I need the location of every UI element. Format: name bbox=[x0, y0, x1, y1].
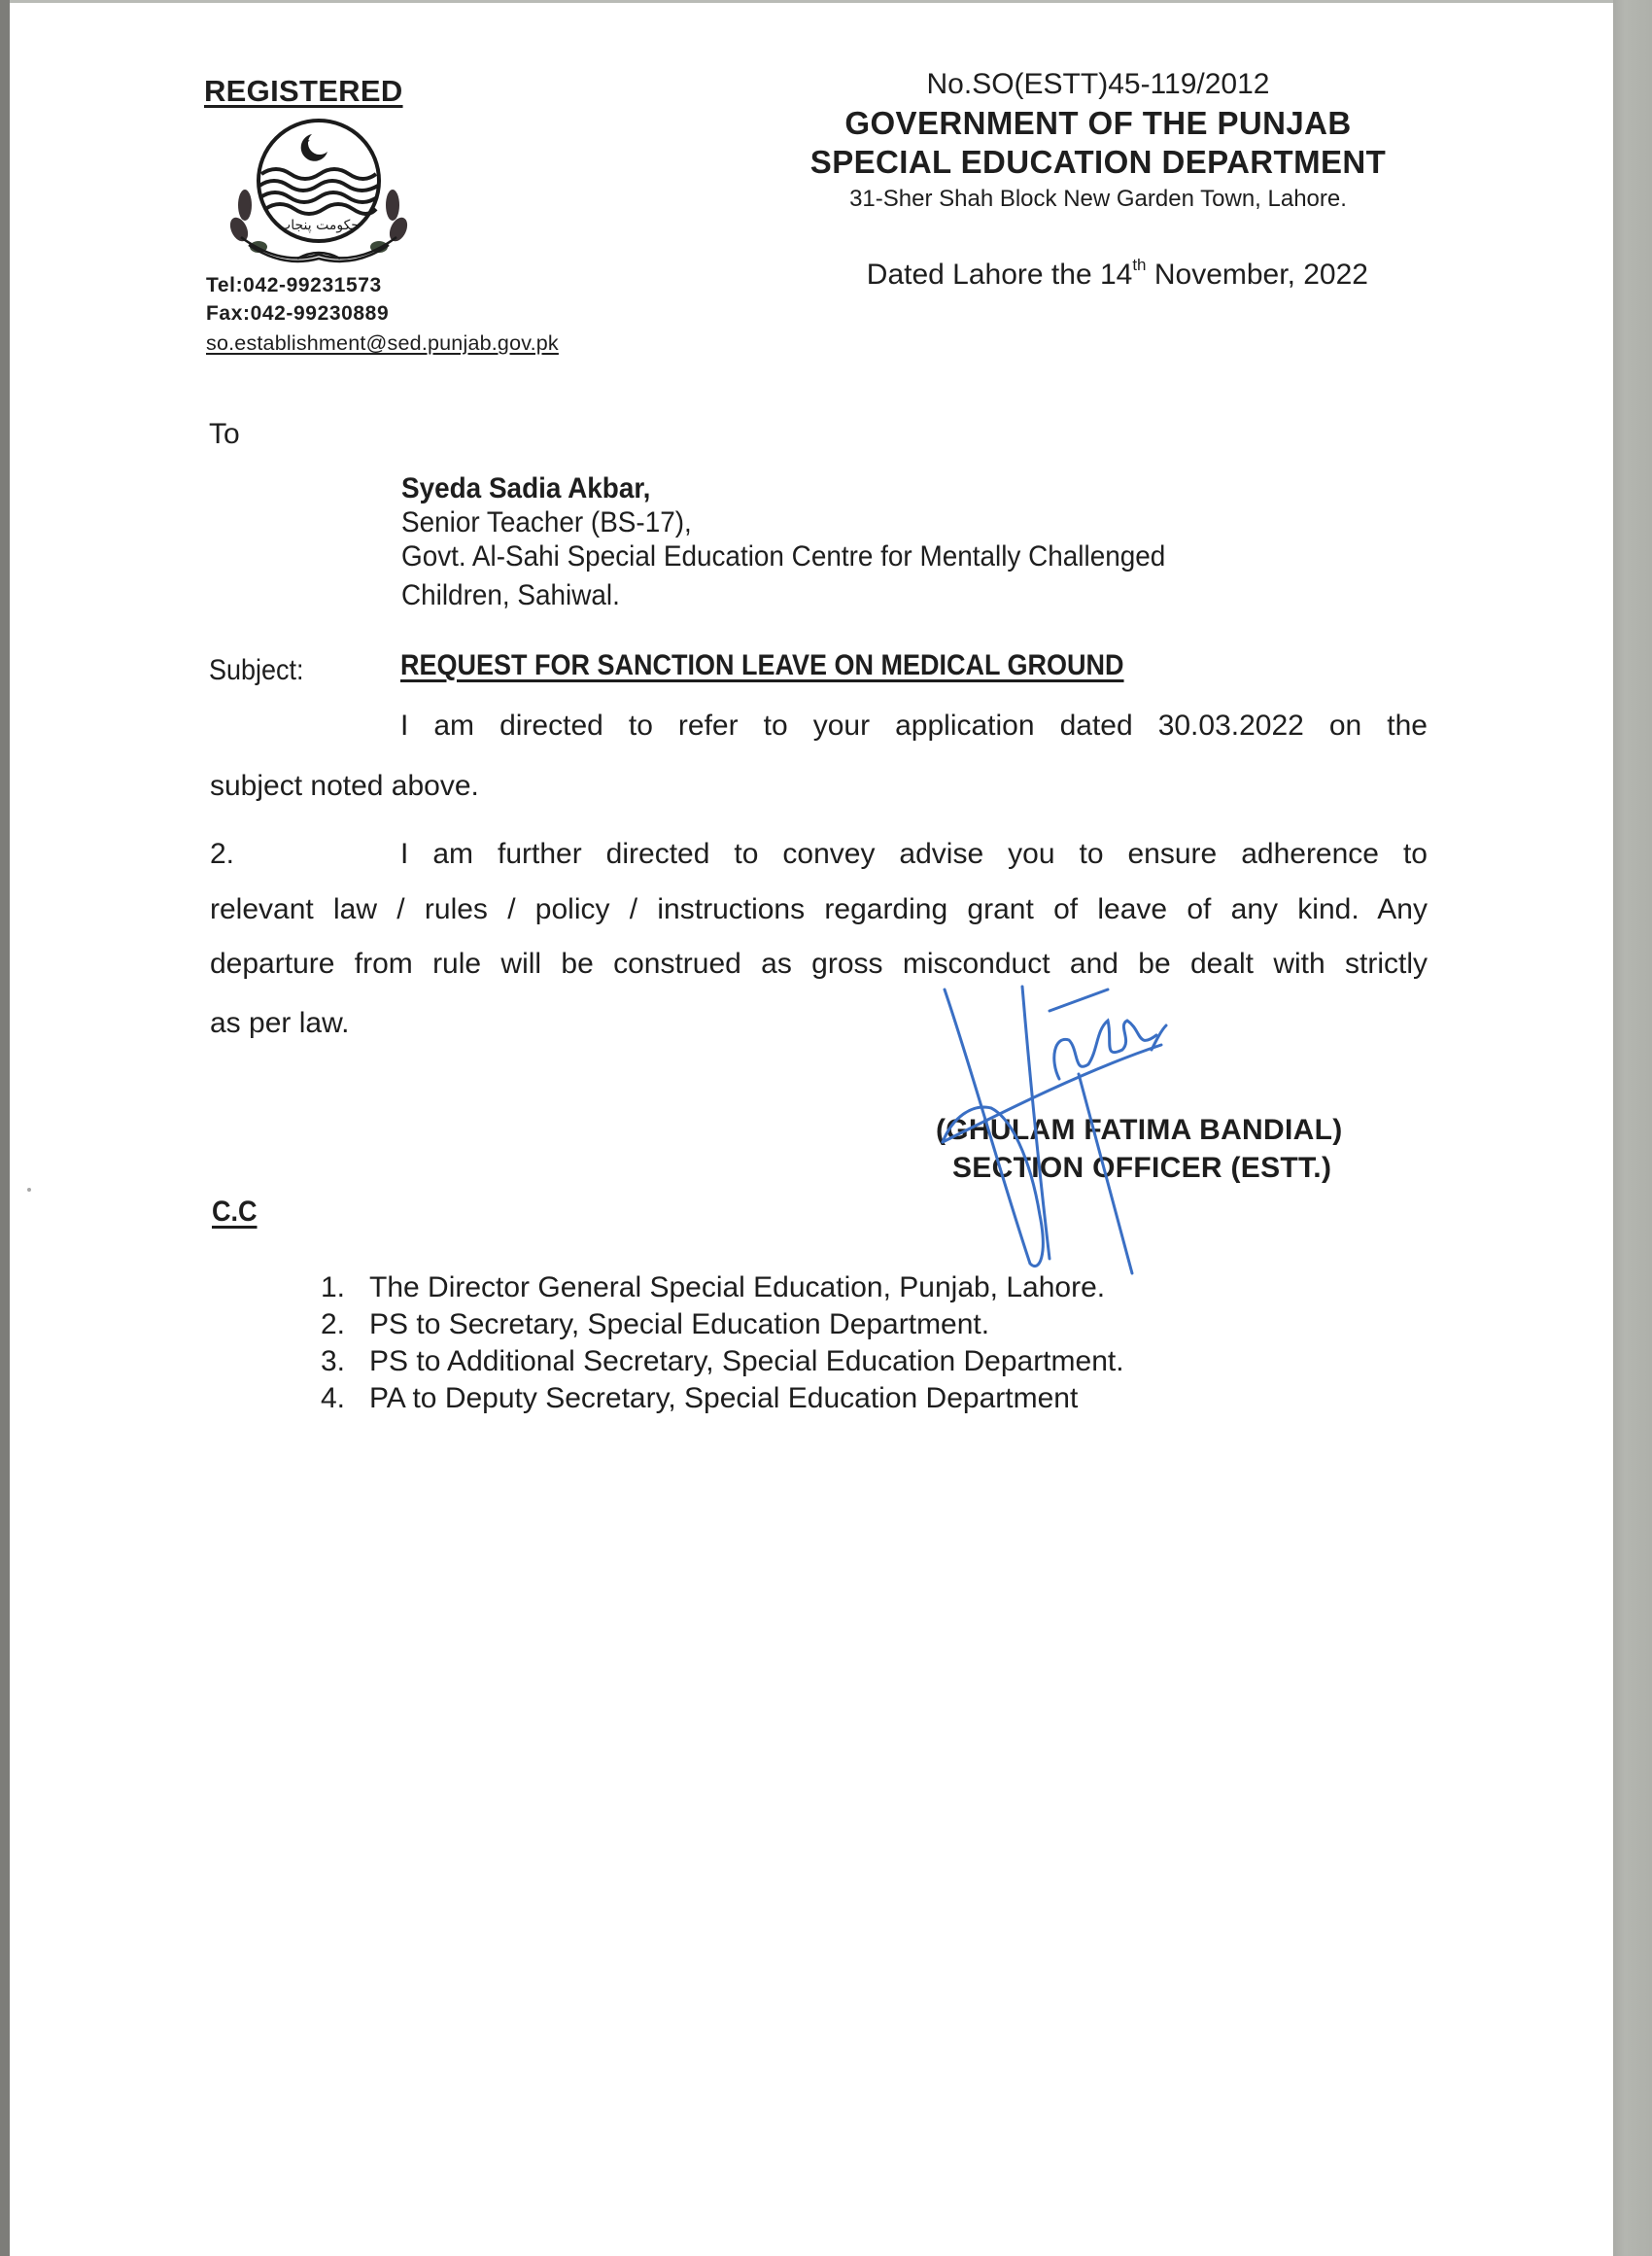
date-ordinal: th bbox=[1132, 256, 1147, 274]
cc-label: C.C bbox=[212, 1196, 258, 1228]
cc-item-text: PA to Deputy Secretary, Special Education Department bbox=[369, 1382, 1079, 1414]
government-heading: GOVERNMENT OF THE PUNJAB bbox=[844, 105, 1352, 141]
date-prefix: Dated Lahore the 14 bbox=[866, 259, 1133, 291]
scan-speck bbox=[27, 1188, 31, 1192]
para2-line3: departure from rule will be construed as gross misconduct and be dealt with strictly bbox=[210, 948, 1428, 980]
para2-line4: as per law. bbox=[210, 1007, 350, 1039]
punjab-government-emblem-icon bbox=[220, 113, 418, 270]
date-suffix: November, 2022 bbox=[1146, 259, 1368, 291]
cc-item-number: 2. bbox=[321, 1308, 346, 1340]
para2-line1: I am further directed to convey advise you to ensure adherence to bbox=[400, 838, 1428, 870]
cc-item-number: 4. bbox=[321, 1382, 346, 1414]
cc-item bbox=[321, 1308, 989, 1341]
cc-item bbox=[321, 1345, 1124, 1378]
cc-item-number: 3. bbox=[321, 1345, 346, 1377]
recipient-institution-line2: Children, Sahiwal. bbox=[401, 579, 620, 611]
cc-item-text: PS to Additional Secretary, Special Education Department. bbox=[369, 1345, 1124, 1377]
signatory-name: (GHULAM FATIMA BANDIAL) bbox=[936, 1114, 1343, 1146]
department-address: 31-Sher Shah Block New Garden Town, Lahore. bbox=[849, 186, 1347, 212]
cc-item-text: PS to Secretary, Special Education Department. bbox=[369, 1308, 990, 1340]
scan-edge-left bbox=[0, 0, 10, 2256]
recipient-name: Syeda Sadia Akbar, bbox=[401, 472, 651, 504]
para1-line2: subject noted above. bbox=[210, 770, 479, 802]
recipient-institution-line1: Govt. Al-Sahi Special Education Centre for Mentally Challenged bbox=[401, 540, 1166, 573]
fax-number: Fax:042-99230889 bbox=[206, 302, 390, 325]
para2-number: 2. bbox=[210, 838, 235, 870]
reference-number: No.SO(ESTT)45-119/2012 bbox=[926, 68, 1270, 100]
department-heading: SPECIAL EDUCATION DEPARTMENT bbox=[809, 144, 1387, 180]
signatory-title: SECTION OFFICER (ESTT.) bbox=[952, 1152, 1332, 1184]
emblem-urdu-text: حکومت پنجاب bbox=[278, 218, 360, 233]
para1-line1: I am directed to refer to your application dated 30.03.2022 on the bbox=[400, 710, 1428, 742]
scan-edge-top bbox=[0, 0, 1652, 3]
scan-edge-right bbox=[1613, 0, 1652, 2256]
telephone-number: Tel:042-99231573 bbox=[206, 274, 382, 296]
registered-label: REGISTERED bbox=[204, 74, 403, 108]
subject-text: REQUEST FOR SANCTION LEAVE ON MEDICAL GROUND bbox=[400, 649, 1124, 681]
cc-item-number: 1. bbox=[321, 1271, 346, 1303]
cc-item bbox=[321, 1271, 1105, 1304]
cc-item bbox=[321, 1382, 1078, 1415]
para2-line2: relevant law / rules / policy / instructions regarding grant of leave of any kind. Any bbox=[210, 893, 1428, 925]
cc-item-text: The Director General Special Education, Punjab, Lahore. bbox=[369, 1271, 1106, 1303]
to-label: To bbox=[209, 418, 240, 450]
email-link[interactable]: so.establishment@sed.punjab.gov.pk bbox=[206, 331, 559, 355]
recipient-designation: Senior Teacher (BS-17), bbox=[401, 506, 692, 538]
subject-label: Subject: bbox=[209, 654, 304, 686]
letter-date bbox=[866, 256, 1368, 292]
